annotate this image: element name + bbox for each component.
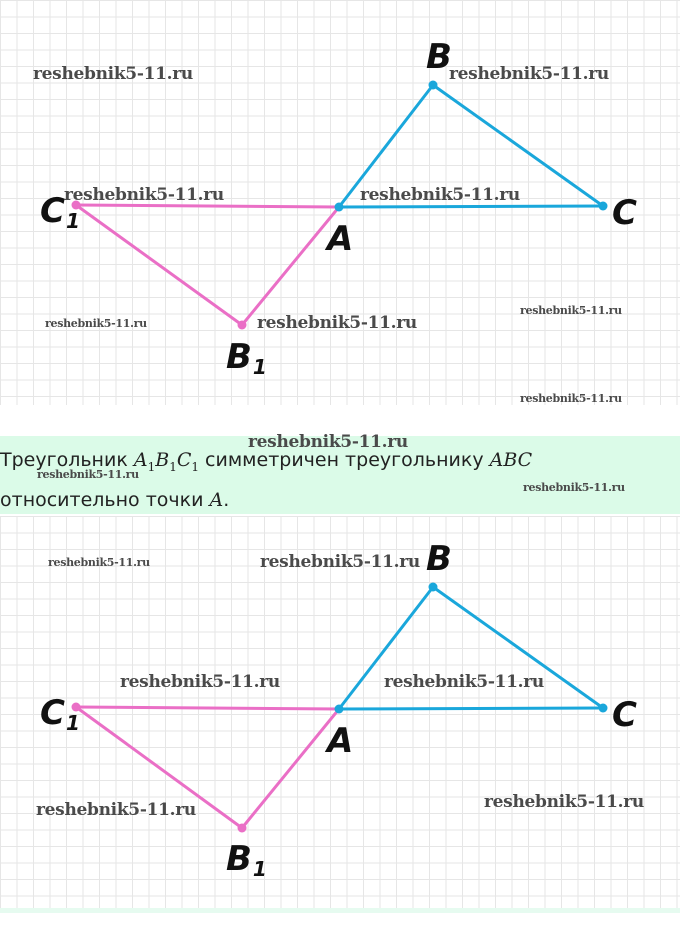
label-C: C — [612, 695, 637, 735]
caption-part: симметричен треугольнику — [199, 449, 490, 471]
watermark: reshebnik5-11.ru — [520, 392, 622, 405]
segment-c1-a — [76, 707, 339, 709]
caption-part: Треугольник — [0, 449, 134, 471]
vertex-a — [335, 203, 344, 212]
caption-part: относительно точки — [0, 488, 210, 511]
watermark: reshebnik5-11.ru — [48, 556, 150, 569]
bottom-strip — [0, 908, 680, 913]
watermark: reshebnik5-11.ru — [36, 800, 196, 820]
watermark: reshebnik5-11.ru — [37, 468, 139, 481]
segment-b1-c1 — [76, 205, 242, 325]
segment-a-c — [339, 206, 603, 207]
segment-a-b1 — [242, 207, 339, 325]
watermark: reshebnik5-11.ru — [360, 185, 520, 205]
vertex-b1 — [238, 824, 247, 833]
vertex-b — [429, 81, 438, 90]
segment-a-b1 — [242, 709, 339, 828]
vertex-a — [335, 705, 344, 714]
watermark: reshebnik5-11.ru — [523, 481, 625, 494]
vertex-c — [599, 202, 608, 211]
watermark: reshebnik5-11.ru — [64, 185, 224, 205]
bottom-diagram — [0, 516, 680, 908]
watermark: reshebnik5-11.ru — [384, 672, 544, 692]
label-A: A — [327, 219, 354, 259]
point-a: A — [209, 488, 224, 511]
label-C1: C1 — [40, 693, 80, 735]
watermark: reshebnik5-11.ru — [120, 672, 280, 692]
label-C: C — [612, 193, 637, 233]
label-B: B — [426, 37, 452, 77]
top-grid-panel — [0, 0, 680, 405]
watermark: reshebnik5-11.ru — [260, 552, 420, 572]
watermark: reshebnik5-11.ru — [33, 64, 193, 84]
watermark: reshebnik5-11.ru — [449, 64, 609, 84]
vertex-b1 — [238, 321, 247, 330]
label-B: B — [426, 539, 452, 579]
bottom-grid-panel — [0, 516, 680, 908]
vertex-c — [599, 704, 608, 713]
watermark: reshebnik5-11.ru — [520, 304, 622, 317]
watermark: reshebnik5-11.ru — [248, 432, 408, 452]
label-A: A — [327, 721, 354, 761]
triangle-a1b1c1: $A_1B_1C_1$ — [133, 449, 200, 474]
label-B1: B1 — [226, 839, 267, 881]
label-C1: C1 — [40, 191, 80, 233]
label-B1: B1 — [226, 337, 267, 379]
vertex-b — [429, 583, 438, 592]
watermark: reshebnik5-11.ru — [45, 317, 147, 330]
watermark: reshebnik5-11.ru — [257, 313, 417, 333]
segment-c1-a — [76, 205, 339, 207]
watermark: reshebnik5-11.ru — [484, 792, 644, 812]
caption-part: . — [223, 488, 230, 511]
triangle-abc: ABC — [489, 449, 533, 471]
segment-a-c — [339, 708, 603, 709]
